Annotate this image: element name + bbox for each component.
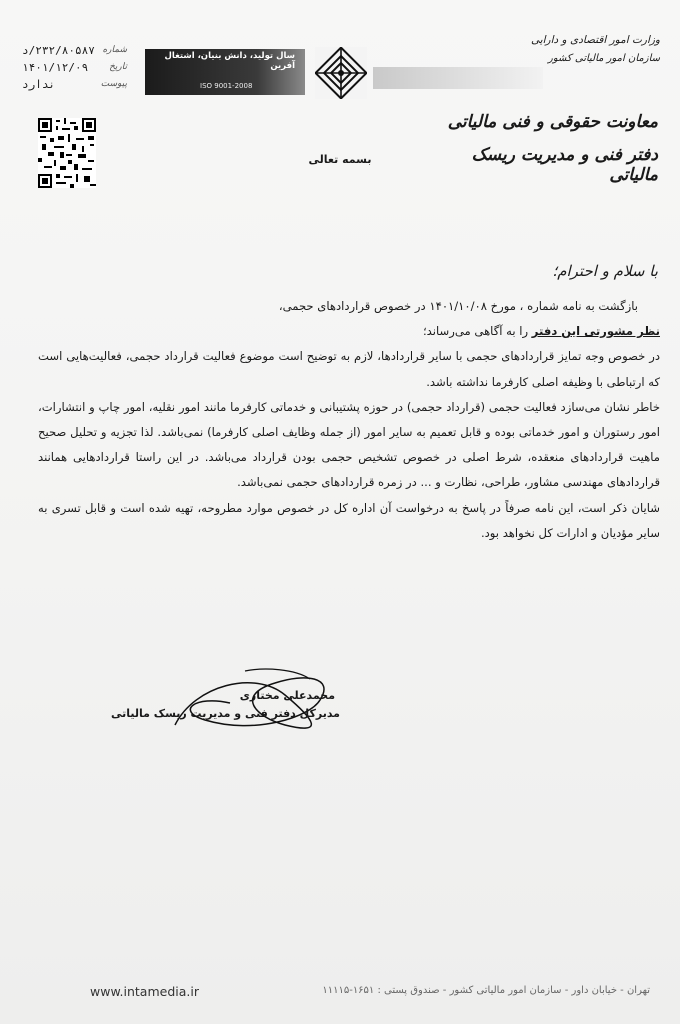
footer-website[interactable]: www.intamedia.ir <box>90 984 199 999</box>
qr-code-icon <box>38 118 96 188</box>
attachment-row <box>22 76 127 93</box>
bismillah-text: بسمه تعالی <box>308 153 372 166</box>
number-row <box>22 42 127 59</box>
number-label: شماره <box>102 45 127 55</box>
intro-underlined-text: نظر مشورتی این دفتر <box>531 324 660 339</box>
signatory-name: محمدعلی مختاری <box>239 689 335 702</box>
date-label: تاریخ <box>109 62 127 72</box>
letter-meta <box>22 42 127 93</box>
attachment-label: پیوست <box>100 79 127 89</box>
organization-name: سازمان امور مالیاتی کشور <box>548 53 660 64</box>
paragraph-1: در خصوص وجه تمایز قراردادهای حجمی با سایر قراردادها، لازم به توضیح است موضوع فعالیت قرارداد حجمی، فعالیت‌هایی است که ارتباطی با وظیفه اصلی کارفرما نداشته باشد. <box>38 349 660 389</box>
paragraph-2: خاطر نشان می‌سازد فعالیت حجمی (قرارداد حجمی) در حوزه پشتیبانی و خدماتی کارفرما مانند امور نقلیه، امور چاپ و انتشارات، امور رستوران و امور خدماتی بوده و قابل تعمیم به سایر امور (از جمله وظایف اصلی کارفرما) نمی‌باشد. لذا تجزیه و تحلیل صحیح ماهیت قراردادهای منعقده، شرط اصلی در خصوص تشخیص حجمی بودن قرارداد می‌باشد. در این راستا قراردادهایی همانند قراردادهای مهندسی مشاور، طراحی، نظارت و ... در زمره قراردادهای حجمی نمی‌باشد. <box>38 399 660 490</box>
letter-number: ۲۳۲/۸۰۵۸۷/د <box>22 44 95 57</box>
paragraph-3: شایان ذکر است، این نامه صرفاً در پاسخ به درخواست آن اداره کل در خصوص موارد مطروحه، تهیه شده است و قابل تسری به سایر مؤدیان و ادارات کل نخواهد بود. <box>38 500 660 540</box>
deputy-title: معاونت حقوقی و فنی مالیاتی <box>447 112 658 132</box>
iso-text: ISO 9001-2008 <box>200 82 253 90</box>
date-row <box>22 59 127 76</box>
letter-date: ۱۴۰۱/۱۲/۰۹ <box>22 61 89 74</box>
emblem-logo-icon <box>315 47 367 99</box>
intro-paragraph <box>38 294 660 344</box>
banner-fade <box>373 67 543 89</box>
signatory-title: مدیرکل دفتر فنی و مدیریت ریسک مالیاتی <box>111 707 340 720</box>
salutation: با سلام و احترام؛ <box>552 262 658 280</box>
header-banner <box>145 45 540 100</box>
office-title: دفتر فنی و مدیریت ریسک مالیاتی <box>471 145 658 185</box>
handwritten-signature-icon <box>135 665 345 740</box>
ministry-name: وزارت امور اقتصادی و دارایی <box>530 34 660 46</box>
intro-continuation-text: را به آگاهی می‌رساند؛ <box>423 324 529 339</box>
intro-text: بازگشت به نامه شماره ، مورخ ۱۴۰۱/۱۰/۰۸ در خصوص قراردادهای حجمی، <box>278 299 638 313</box>
attachment-value: ندارد <box>22 78 56 91</box>
letter-body <box>38 294 660 546</box>
slogan-text: سال تولید، دانش بنیان، اشتغال آفرین <box>164 51 295 71</box>
footer-address: تهران - خیابان داور - سازمان امور مالیاتی کشور - صندوق پستی : ۱۶۵۱-۱۱۱۱۵ <box>322 985 650 996</box>
